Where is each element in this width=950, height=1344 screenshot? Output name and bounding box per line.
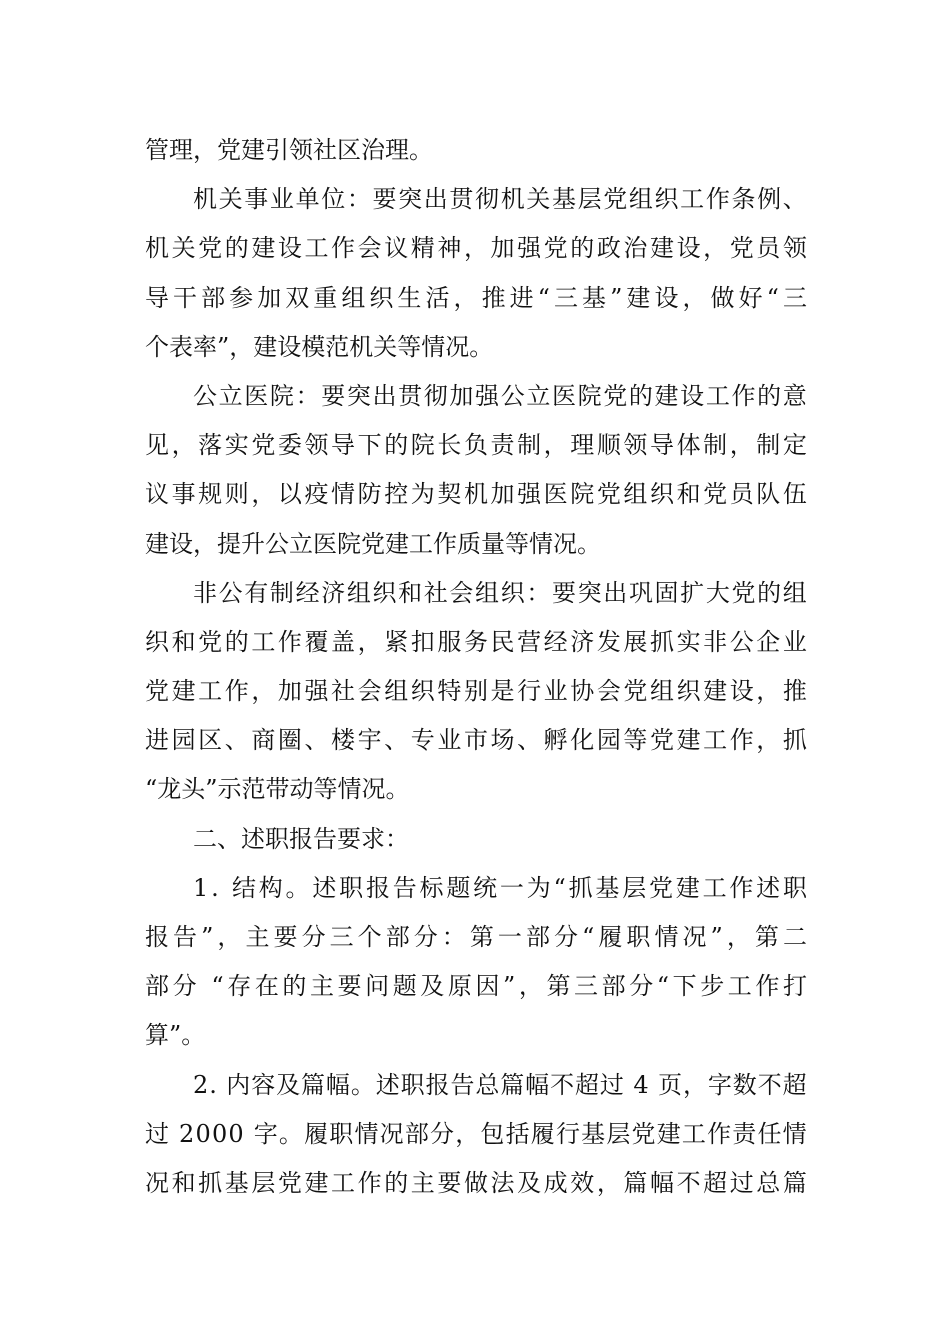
- document-body: [145, 126, 807, 1208]
- text-line: 机 关 事 业 单 位 ： 要 突 出 贯 彻 机 关 基 层 党 组 织 工 作 条 例 、: [193, 185, 807, 214]
- text-line: 公 立 医 院 ： 要 突 出 贯 彻 加 强 公 立 医 院 党 的 建 设 工 作 的 意: [193, 381, 807, 410]
- text-line: 2 . 内 容 及 篇 幅 。 述 职 报 告 总 篇 幅 不 超 过 4 页 ， 字 数 不 超: [193, 1070, 807, 1099]
- text-line: 个表率”，建设模范机关等情况。: [145, 332, 494, 361]
- text-line: 管理，党建引领社区治理。: [145, 136, 433, 164]
- text-line: 导 干 部 参 加 双 重 组 织 生 活 ， 推 进 “ 三 基 ” 建 设 ， 做 好 “ 三: [145, 283, 807, 312]
- text-line: 议 事 规 则 ， 以 疫 情 防 控 为 契 机 加 强 医 院 党 组 织 和 党 员 队 伍: [145, 480, 807, 509]
- text-line: 1 . 结 构 。 述 职 报 告 标 题 统 一 为 “ 抓 基 层 党 建 工 作 述 职: [193, 873, 807, 902]
- text-line: 党 建 工 作 ， 加 强 社 会 组 织 特 别 是 行 业 协 会 党 组 织 建 设 ， 推: [145, 677, 807, 706]
- text-line: 算”。: [145, 1021, 206, 1050]
- text-line: 见 ， 落 实 党 委 领 导 下 的 院 长 负 责 制 ， 理 顺 领 导 体 制 ， 制 定: [145, 431, 807, 460]
- text-line: 进 园 区 、 商 圈 、 楼 宇 、 专 业 市 场 、 孵 化 园 等 党 建 工 作 ， 抓: [145, 726, 807, 755]
- text-line: “龙头”示范带动等情况。: [145, 775, 410, 804]
- text-line: 机 关 党 的 建 设 工 作 会 议 精 神 ， 加 强 党 的 政 治 建 设 ， 党 员 领: [145, 234, 807, 263]
- section-heading: 二、述职报告要求：: [193, 824, 409, 853]
- text-line: 报 告 ” ， 主 要 分 三 个 部 分 ： 第 一 部 分 “ 履 职 情 况 ” ， 第 二: [145, 923, 807, 951]
- text-line: 过 2 0 0 0 字 。 履 职 情 况 部 分 ， 包 括 履 行 基 层 党 建 工 作 责 任 情: [145, 1119, 807, 1148]
- text-line: 况 和 抓 基 层 党 建 工 作 的 主 要 做 法 及 成 效 ， 篇 幅 不 超 过 总 篇: [145, 1168, 807, 1197]
- text-line: 部 分 “ 存 在 的 主 要 问 题 及 原 因 ” ， 第 三 部 分 “ 下 步 工 作 打: [145, 972, 807, 1001]
- text-line: 建设，提升公立医院党建工作质量等情况。: [145, 529, 601, 558]
- text-line: 织 和 党 的 工 作 覆 盖 ， 紧 扣 服 务 民 营 经 济 发 展 抓 实 非 公 企 业: [145, 627, 807, 656]
- text-line: 非 公 有 制 经 济 组 织 和 社 会 组 织 ： 要 突 出 巩 固 扩 大 党 的 组: [193, 578, 807, 607]
